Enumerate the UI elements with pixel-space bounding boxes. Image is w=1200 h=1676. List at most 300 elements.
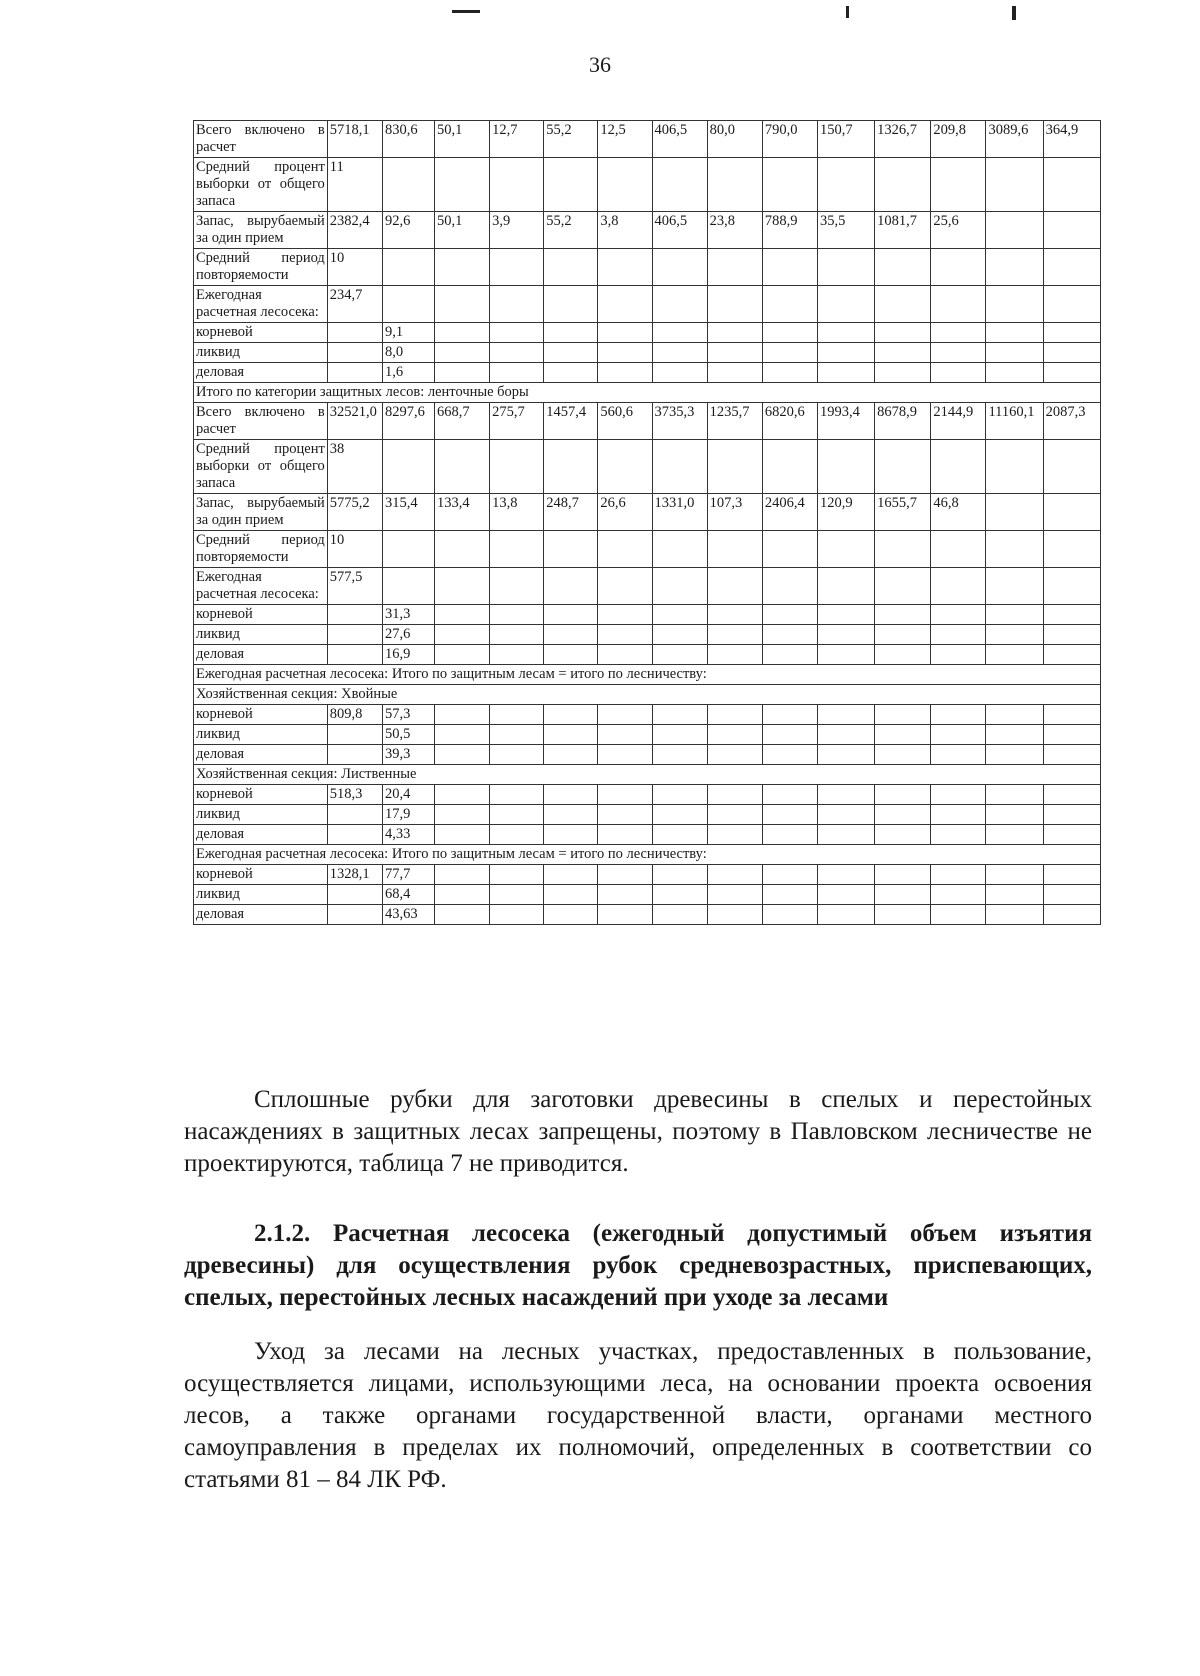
table-cell [490,705,544,725]
table-cell [435,323,490,343]
row-label: корневой [194,605,328,625]
table-cell: 3735,3 [652,403,707,440]
table-cell [762,323,817,343]
table-cell [707,343,762,363]
table-cell [652,885,707,905]
table-cell [544,343,598,363]
table-cell [1043,905,1100,925]
table-cell [544,805,598,825]
table-cell [490,645,544,665]
section-label: Хозяйственная секция: Лиственные [194,765,1101,785]
table-cell [435,568,490,605]
page-number: 36 [589,52,611,77]
table-cell [875,705,931,725]
table-cell [435,705,490,725]
table-cell [707,905,762,925]
table-cell [544,905,598,925]
table-cell [875,249,931,286]
row-label: Всего включено в расчет [194,403,328,440]
table-cell [986,885,1043,905]
table-cell: 13,8 [490,494,544,531]
row-label: Ежегодная расчетная лесосека: [194,568,328,605]
table-cell: 92,6 [382,212,434,249]
table-cell: 3089,6 [986,121,1043,158]
table-cell [1043,286,1100,323]
row-label: ликвид [194,343,328,363]
table-cell [1043,785,1100,805]
table-cell [598,825,652,845]
table-cell [817,605,874,625]
table-row [194,286,1101,323]
table-cell [652,343,707,363]
table-row [194,885,1101,905]
table-cell [931,805,986,825]
row-label: деловая [194,645,328,665]
table-cell [817,286,874,323]
table-cell: 8,0 [382,343,434,363]
table-cell: 50,1 [435,212,490,249]
table-cell [817,905,874,925]
table-cell [544,745,598,765]
table-cell [490,158,544,212]
table-cell [327,745,382,765]
table-row [194,725,1101,745]
table-cell [435,440,490,494]
table-cell: 16,9 [382,645,434,665]
table-row [194,605,1101,625]
table-cell [435,865,490,885]
table-cell [652,745,707,765]
table-cell [435,363,490,383]
table-cell [382,158,434,212]
table-cell: 17,9 [382,805,434,825]
table-cell [598,625,652,645]
table-cell [707,531,762,568]
table-cell: 1326,7 [875,121,931,158]
table-cell [762,158,817,212]
table-cell [544,286,598,323]
table-cell [875,568,931,605]
table-cell: 46,8 [931,494,986,531]
row-label: корневой [194,705,328,725]
table-cell [652,785,707,805]
table-cell: 55,2 [544,121,598,158]
table-cell [875,158,931,212]
table-cell [875,805,931,825]
table-cell [544,705,598,725]
table-cell: 406,5 [652,121,707,158]
table-cell [652,605,707,625]
table-cell [986,343,1043,363]
table-cell [931,745,986,765]
table-cell [652,625,707,645]
table-cell [598,725,652,745]
table-cell [875,605,931,625]
table-cell [544,825,598,845]
table-cell [986,440,1043,494]
table-cell: 2087,3 [1043,403,1100,440]
table-cell [490,805,544,825]
table-cell [435,825,490,845]
table-cell [762,745,817,765]
table-cell [327,825,382,845]
table-cell [707,825,762,845]
section-heading: 2.1.2. Расчетная лесосека (ежегодный допустимый объем изъятия древесины) для осуществления рубок средневозрастных, приспевающих, спелых, перестойных лесных насаждений при уходе за лесами [184,1220,1092,1311]
table-cell: 406,5 [652,212,707,249]
table-cell [544,440,598,494]
table-cell: 11160,1 [986,403,1043,440]
table-cell [598,158,652,212]
table-cell [490,531,544,568]
table-cell [817,363,874,383]
table-cell: 120,9 [817,494,874,531]
table-cell [490,865,544,885]
table-cell [931,343,986,363]
table-cell [652,725,707,745]
table-cell [327,885,382,905]
row-label: деловая [194,363,328,383]
table-cell [435,605,490,625]
table-row [194,403,1101,440]
table-cell: 1655,7 [875,494,931,531]
table-cell [544,363,598,383]
table-row [194,121,1101,158]
table-cell [762,645,817,665]
table-cell [598,605,652,625]
table-cell [1043,440,1100,494]
table-cell: 809,8 [327,705,382,725]
row-label: ликвид [194,725,328,745]
table-cell: 234,7 [327,286,382,323]
table-cell: 25,6 [931,212,986,249]
row-label: деловая [194,745,328,765]
table-cell [817,725,874,745]
table-cell [986,531,1043,568]
table-cell [707,249,762,286]
table-cell [435,286,490,323]
table-cell [598,745,652,765]
table-cell [1043,705,1100,725]
table-cell [490,343,544,363]
table-cell: 32521,0 [327,403,382,440]
table-cell [707,865,762,885]
row-label: корневой [194,865,328,885]
table-cell [382,286,434,323]
table-cell [931,905,986,925]
table-cell [652,645,707,665]
scan-mark-left [452,10,480,13]
table-cell [1043,625,1100,645]
table-cell [931,158,986,212]
table-cell [544,249,598,286]
table-cell [875,865,931,885]
table-cell [598,905,652,925]
table-cell [544,568,598,605]
row-label: Запас, вырубаемый за один прием [194,494,328,531]
row-label: Средний процент выборки от общего запаса [194,158,328,212]
table-cell [931,785,986,805]
table-cell [652,825,707,845]
paragraph-forest-care-text: Уход за лесами на лесных участках, предоставленных в пользование, осуществляется лицами, использующими леса, на основании проекта освоения лесов, а также органами государственной власти, органами местного самоуправления в пределах их полномочий, определенных в соответствии со статьями 81 – 84 ЛК РФ. [184,1338,1092,1493]
table-cell [1043,323,1100,343]
table-cell [707,568,762,605]
table-cell [986,905,1043,925]
table-cell [598,249,652,286]
table-cell [875,440,931,494]
table-cell [652,363,707,383]
table-cell: 26,6 [598,494,652,531]
table-cell [986,323,1043,343]
table-cell [490,825,544,845]
table-cell [762,625,817,645]
table-cell [1043,363,1100,383]
section-label: Хозяйственная секция: Хвойные [194,685,1101,705]
table-row [194,625,1101,645]
table-cell [931,323,986,343]
table-cell [490,625,544,645]
table-cell [544,885,598,905]
section-label: Итого по категории защитных лесов: ленточные боры [194,383,1101,403]
table-cell: 55,2 [544,212,598,249]
table-cell [327,905,382,925]
table-cell [490,605,544,625]
table-cell: 1993,4 [817,403,874,440]
table-cell [762,440,817,494]
table-row [194,440,1101,494]
table-cell: 3,8 [598,212,652,249]
table-cell [1043,885,1100,905]
table-cell [707,440,762,494]
table-cell: 830,6 [382,121,434,158]
table-cell [598,805,652,825]
table-cell [1043,605,1100,625]
table-cell: 788,9 [762,212,817,249]
table-cell [762,343,817,363]
table-cell [762,785,817,805]
table-cell [986,625,1043,645]
row-label: ликвид [194,625,328,645]
table-cell [762,725,817,745]
table-cell [707,805,762,825]
table-cell [986,645,1043,665]
table-cell: 668,7 [435,403,490,440]
table-cell [435,885,490,905]
table-cell [817,625,874,645]
table-cell [762,865,817,885]
table-row [194,805,1101,825]
section-label: Ежегодная расчетная лесосека: Итого по защитным лесам = итого по лесничеству: [194,665,1101,685]
table-cell [986,363,1043,383]
row-label: деловая [194,905,328,925]
table-cell [931,531,986,568]
table-cell [707,725,762,745]
table-cell: 248,7 [544,494,598,531]
table-cell [490,249,544,286]
table-cell: 77,7 [382,865,434,885]
table-cell [931,865,986,885]
table-row [194,825,1101,845]
table-cell [762,705,817,725]
table-cell [598,865,652,885]
table-cell [875,785,931,805]
table-cell [598,323,652,343]
table-cell [986,605,1043,625]
table-cell: 1328,1 [327,865,382,885]
table-cell: 27,6 [382,625,434,645]
table-cell: 8678,9 [875,403,931,440]
table-cell: 31,3 [382,605,434,625]
table-cell: 5718,1 [327,121,382,158]
table-cell [382,249,434,286]
table-cell [875,286,931,323]
table-cell [544,785,598,805]
table-cell [817,343,874,363]
table-cell: 577,5 [327,568,382,605]
table-cell [1043,212,1100,249]
table-cell: 364,9 [1043,121,1100,158]
table-cell [327,645,382,665]
table-row [194,323,1101,343]
table-cell: 150,7 [817,121,874,158]
table-cell [652,323,707,343]
table-row [194,343,1101,363]
table-cell [817,805,874,825]
table-cell [875,363,931,383]
table-cell [931,885,986,905]
table-cell [327,605,382,625]
table-cell [435,158,490,212]
table-cell [986,249,1043,286]
table-cell [327,323,382,343]
table-cell [490,363,544,383]
table-cell [875,745,931,765]
table-cell [598,785,652,805]
table-cell [817,825,874,845]
forest-calculation-table [193,120,1101,925]
table-body [194,121,1101,925]
table-section-row [194,685,1101,705]
table-cell [986,494,1043,531]
table-cell [598,440,652,494]
table-cell [875,725,931,745]
table-cell [652,531,707,568]
table-cell: 43,63 [382,905,434,925]
table-cell [490,725,544,745]
table-cell [544,865,598,885]
table-row [194,212,1101,249]
table-cell [435,645,490,665]
row-label: Средний процент выборки от общего запаса [194,440,328,494]
table-cell: 275,7 [490,403,544,440]
table-cell [875,323,931,343]
table-cell: 1235,7 [707,403,762,440]
table-cell [931,568,986,605]
table-cell [652,805,707,825]
table-cell [598,363,652,383]
table-cell [652,905,707,925]
row-label: корневой [194,323,328,343]
table-cell: 50,1 [435,121,490,158]
table-cell [986,158,1043,212]
table-cell: 2406,4 [762,494,817,531]
table-cell [762,363,817,383]
table-cell: 209,8 [931,121,986,158]
table-cell [1043,865,1100,885]
table-cell: 20,4 [382,785,434,805]
table-row [194,785,1101,805]
table-row [194,158,1101,212]
table-cell [931,645,986,665]
table-cell [598,568,652,605]
table-cell: 50,5 [382,725,434,745]
table-cell [1043,568,1100,605]
table-cell [707,286,762,323]
table-cell [490,745,544,765]
table-cell: 12,5 [598,121,652,158]
table-cell [598,705,652,725]
table-cell [817,745,874,765]
table-cell [1043,745,1100,765]
table-cell [707,158,762,212]
table-cell [707,785,762,805]
table-cell [490,568,544,605]
table-cell: 68,4 [382,885,434,905]
table-cell [544,323,598,343]
table-cell: 107,3 [707,494,762,531]
table-cell [875,343,931,363]
table-cell: 2382,4 [327,212,382,249]
table-cell [598,645,652,665]
row-label: Запас, вырубаемый за один прием [194,212,328,249]
table-cell [931,825,986,845]
paragraph-clearcut-text: Сплошные рубки для заготовки древесины в спелых и перестойных насаждениях в защитных лесах запрещены, поэтому в Павловском лесничестве не проектируются, таблица 7 не приводится. [184,1086,1092,1177]
table-cell [817,158,874,212]
table-cell [544,605,598,625]
table-cell: 1,6 [382,363,434,383]
table-cell: 6820,6 [762,403,817,440]
table-cell [817,440,874,494]
table-cell [435,785,490,805]
table-cell [327,363,382,383]
table-cell [1043,531,1100,568]
table-cell [1043,249,1100,286]
table-cell [875,625,931,645]
table-cell [707,645,762,665]
table-cell [490,885,544,905]
table-cell [435,531,490,568]
table-cell [875,825,931,845]
table-cell [652,286,707,323]
table-row [194,745,1101,765]
table-cell [598,531,652,568]
table-cell [490,905,544,925]
table-cell [875,885,931,905]
table-cell: 133,4 [435,494,490,531]
table-cell [707,363,762,383]
table-cell [817,705,874,725]
table-cell: 1081,7 [875,212,931,249]
table-cell [544,725,598,745]
table-cell: 8297,6 [382,403,434,440]
table-cell: 315,4 [382,494,434,531]
table-section-row [194,765,1101,785]
table-cell: 11 [327,158,382,212]
table-cell [598,885,652,905]
table-cell [327,625,382,645]
row-label: Средний период повторяемости [194,531,328,568]
table-cell [817,249,874,286]
table-cell: 38 [327,440,382,494]
